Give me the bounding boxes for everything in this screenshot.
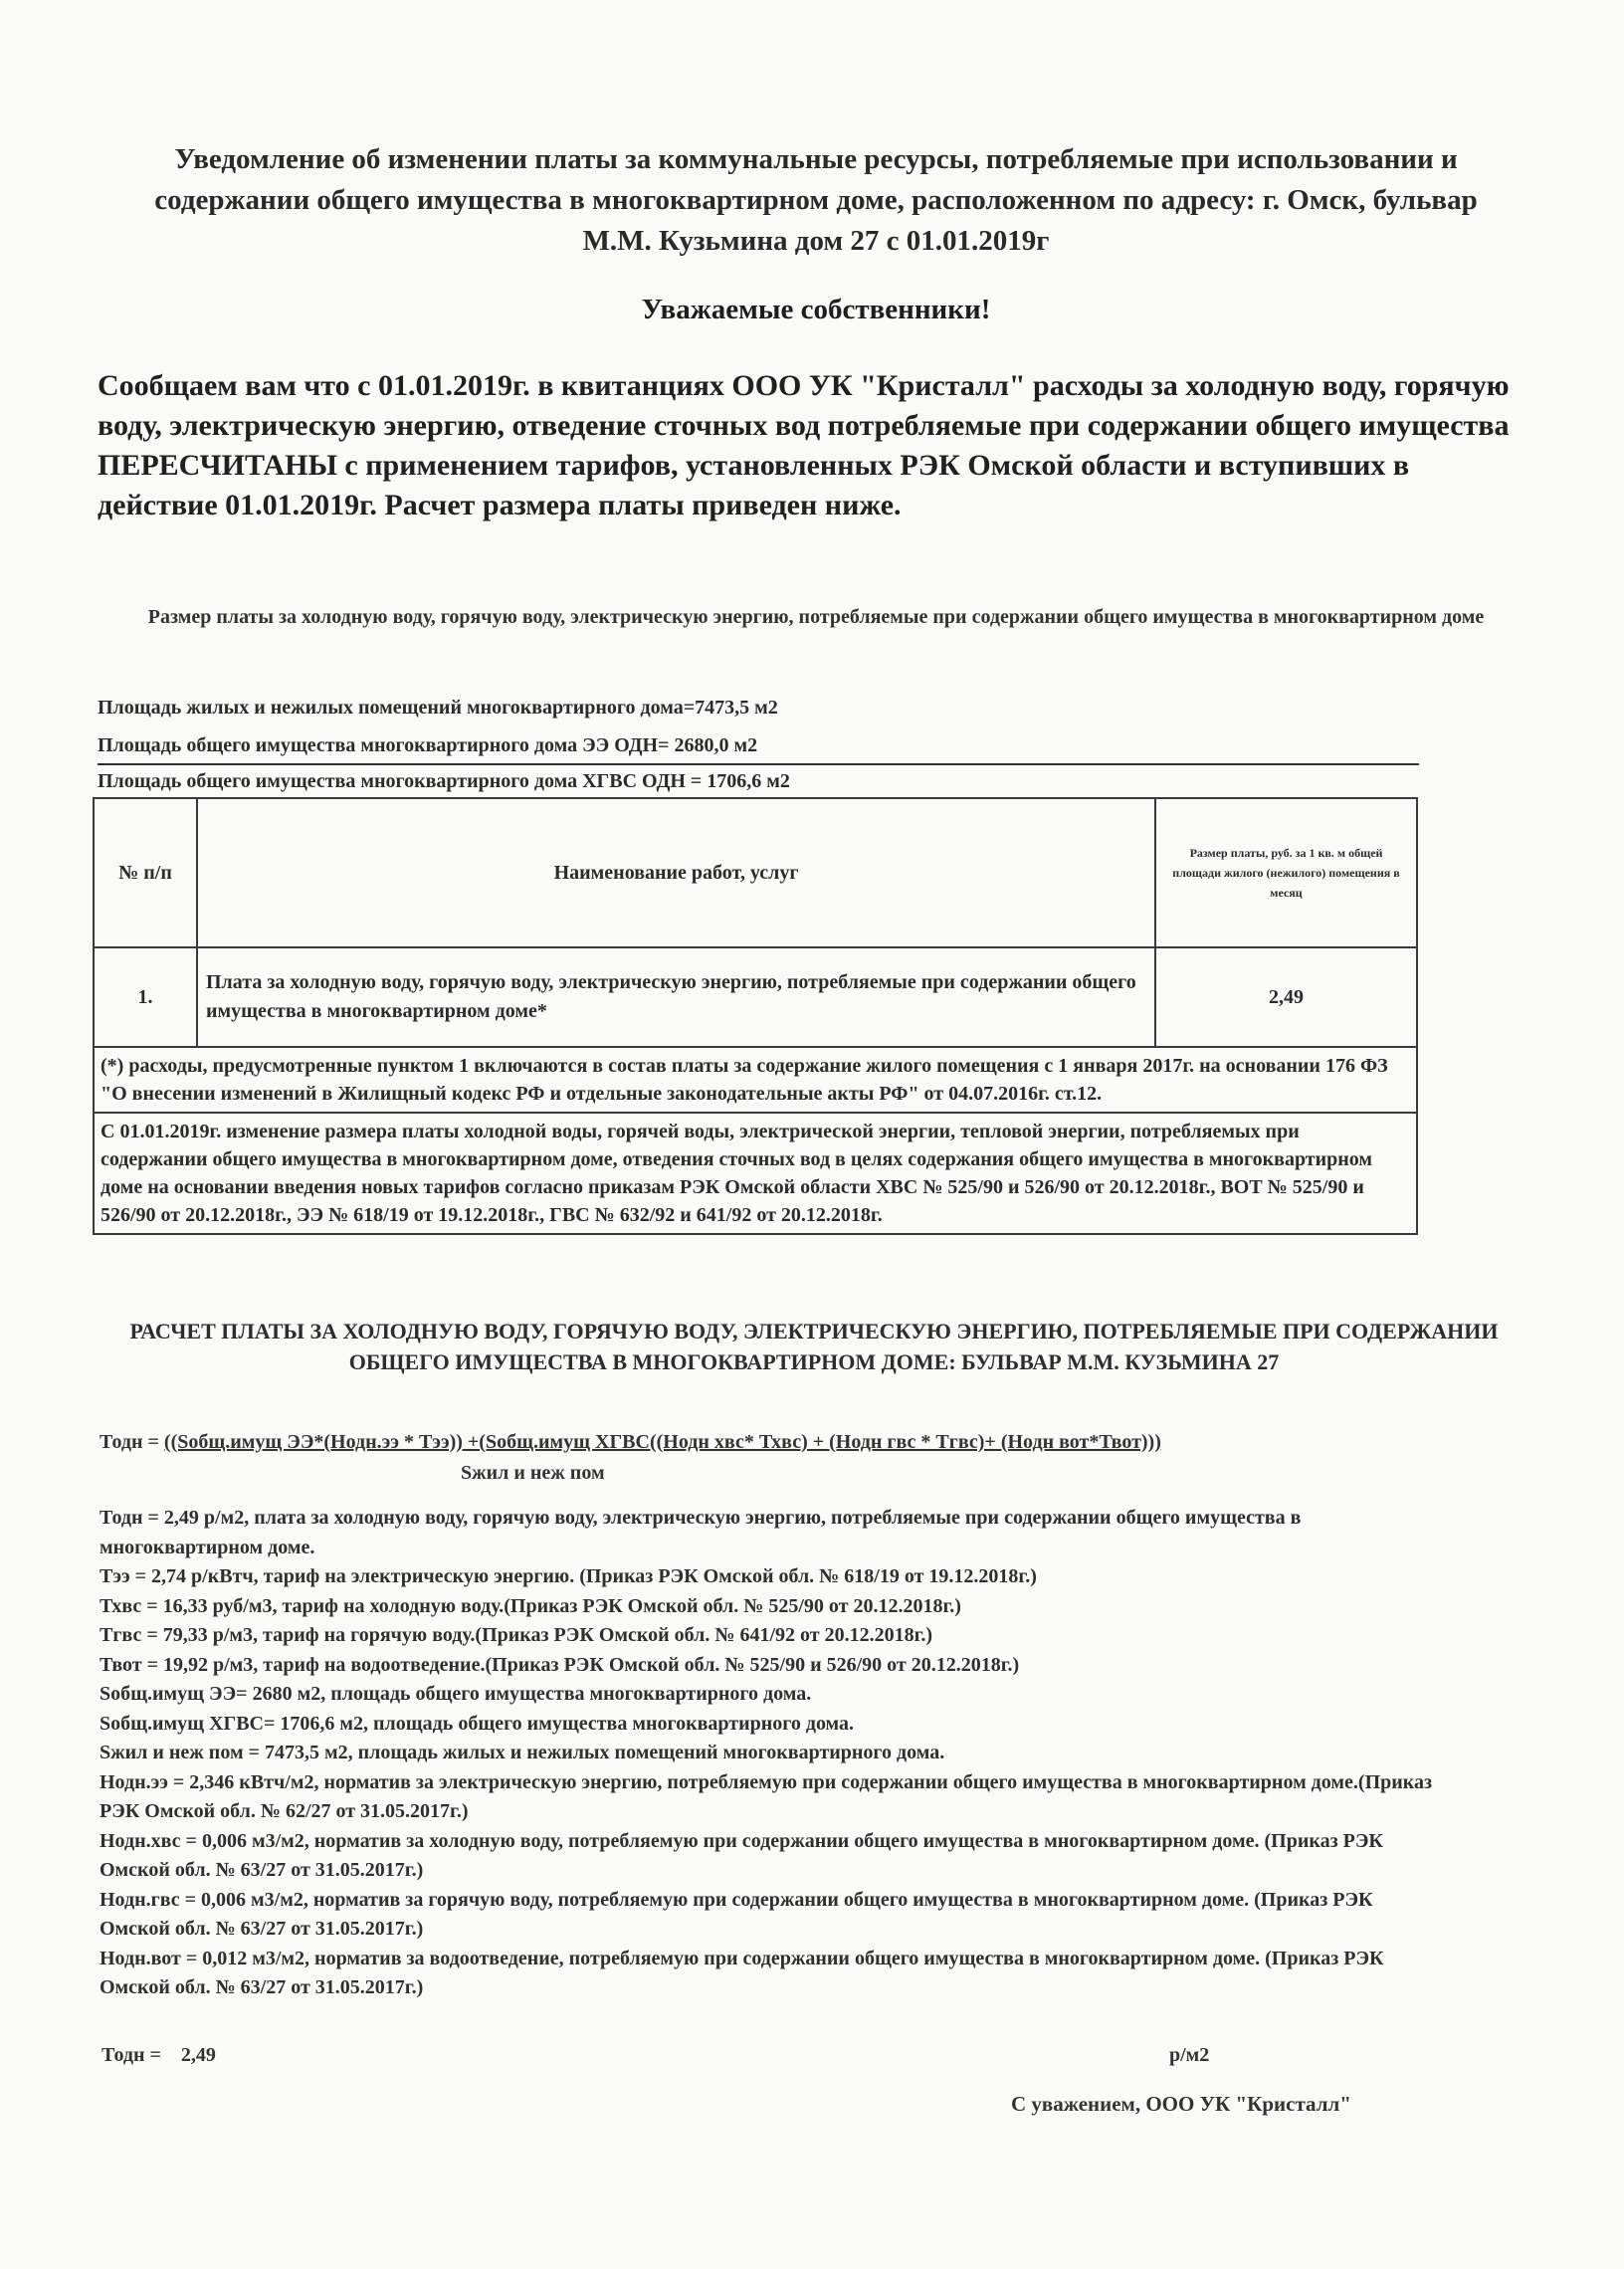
document-title: Уведомление об изменении платы за коммунальные ресурсы, потребляемые при использовании и содержании общего имущества в многоквартирном доме, расположенном по адресу: г. Омск, бульвар М.М. Кузьмина дом 27 с 01.01.2019г [154,143,1478,257]
header-num: № п/п [94,798,197,947]
greeting: Уважаемые собственники! [641,294,991,325]
formula-denominator: Sжил и неж пом [461,1462,605,1484]
row-price: 2,49 [1155,947,1417,1047]
definitions-list [100,1504,1433,2003]
tariff-change-note: С 01.01.2019г. изменение размера платы холодной воды, горячей воды, электрической энергии, тепловой энергии, потребляемых при содержании общего имущества в многоквартирном доме, отведения сточных вод в целях содержания общего имущества в многоквартирном доме на основании введения новых тарифов согласно приказам РЭК Омской области ХВС № 525/90 и 526/90 от 20.12.2018г., ВОТ № 525/90 и 526/90 от 20.12.2018г., ЭЭ № 618/19 от 19.12.2018г., ГВС № 632/92 и 641/92 от 20.12.2018г. [94,1113,1417,1234]
footnote: (*) расходы, предусмотренные пунктом 1 включаются в состав платы за содержание жилого помещения с 1 января 2017г. на основании 176 ФЗ "О внесении изменений в Жилищный кодекс РФ и отдельные законодательные акты РФ" от 04.07.2016г. ст.12. [94,1047,1417,1113]
intro-paragraph: Сообщаем вам что с 01.01.2019г. в квитанциях ООО УК "Кристалл" расходы за холодную воду, горячую воду, электрическую энергию, отведение сточных вод потребляемые при содержании общего имущества ПЕРЕСЧИТАНЫ с применением тарифов, установленных РЭК Омской области и вступивших в действие 01.01.2019г. Расчет размера платы приведен ниже. [98,369,1510,521]
formula-lhs: Тодн = [100,1431,164,1453]
section-subheading: Размер платы за холодную воду, горячую воду, электрическую энергию, потребляемые при содержании общего имущества в многоквартирном доме [147,606,1485,628]
formula-numerator: ((Sобщ.имущ ЭЭ*(Нодн.ээ * Тээ)) +(Sобщ.имущ ХГВС((Нодн хвс* Тхвс) + (Нодн гвс * Тгвс)+ (Нодн вот*Твот))) [163,1431,1161,1453]
note-row-2 [94,1113,1417,1234]
definition-item: Тхвс = 16,33 руб/м3, тариф на холодную воду.(Приказ РЭК Омской обл. № 525/90 от 20.12.2018г.) [100,1594,961,1617]
definition-item: Нодн.вот = 0,012 м3/м2, норматив за водоотведение, потребляемую при содержании общего имущества в многоквартирном доме. (Приказ РЭК Омской обл. № 63/27 от 31.05.2017г.) [100,1947,1384,1998]
definition-item: Нодн.гвс = 0,006 м3/м2, норматив за горячую воду, потребляемую при содержании общего имущества в многоквартирном доме. (Приказ РЭК Омской обл. № 63/27 от 31.05.2017г.) [100,1888,1373,1940]
definition-item: Нодн.хвс = 0,006 м3/м2, норматив за холодную воду, потребляемую при содержании общего имущества в многоквартирном доме. (Приказ РЭК Омской обл. № 63/27 от 31.05.2017г.) [100,1829,1383,1881]
definition-item: Sобщ.имущ ХГВС= 1706,6 м2, площадь общего имущества многоквартирного дома. [100,1712,855,1735]
calculation-title: РАСЧЕТ ПЛАТЫ ЗА ХОЛОДНУЮ ВОДУ, ГОРЯЧУЮ ВОДУ, ЭЛЕКТРИЧЕСКУЮ ЭНЕРГИЮ, ПОТРЕБЛЯЕМЫЕ ПРИ СОДЕРЖАНИИ ОБЩЕГО ИМУЩЕСТВА В МНОГОКВАРТИРНОМ ДОМЕ: БУЛЬВАР М.М. КУЗЬМИНА 27 [129,1319,1499,1374]
row-num: 1. [94,947,197,1047]
definition-item: Твот = 19,92 р/м3, тариф на водоотведение.(Приказ РЭК Омской обл. № 525/90 и 526/90 от 20.12.2018г.) [100,1653,1020,1676]
definition-item: Тодн = 2,49 р/м2, плата за холодную воду, горячую воду, электрическую энергию, потребляемые при содержании общего имущества в многоквартирном доме. [100,1507,1302,1558]
result-value: Тодн = 2,49 [102,2044,216,2066]
area-residential: Площадь жилых и нежилых помещений многоквартирного дома=7473,5 м2 [98,697,778,719]
row-name: Плата за холодную воду, горячую воду, электрическую энергию, потребляемые при содержании общего имущества в многоквартирном доме* [197,947,1155,1047]
result-unit: р/м2 [1169,2044,1210,2066]
signature: С уважением, ООО УК "Кристалл" [1011,2092,1351,2116]
header-price: Размер платы, руб. за 1 кв. м общей площади жилого (нежилого) помещения в месяц [1155,798,1417,947]
definition-item: Тгвс = 79,33 р/м3, тариф на горячую воду.(Приказ РЭК Омской обл. № 641/92 от 20.12.2018г.) [100,1624,933,1646]
area-common-water: Площадь общего имущества многоквартирного дома ХГВС ОДН = 1706,6 м2 [98,770,790,792]
area-common-electric: Площадь общего имущества многоквартирного дома ЭЭ ОДН= 2680,0 м2 [98,734,758,756]
definition-item: Sжил и неж пом = 7473,5 м2, площадь жилых и нежилых помещений многоквартирного дома. [100,1742,945,1763]
definition-item: Sобщ.имущ ЭЭ= 2680 м2, площадь общего имущества многоквартирного дома. [100,1683,812,1705]
header-name: Наименование работ, услуг [197,798,1155,947]
definition-item: Тээ = 2,74 р/кВтч, тариф на электрическую энергию. (Приказ РЭК Омской обл. № 618/19 от 19.12.2018г.) [100,1565,1037,1587]
divider-line [98,763,1419,765]
fee-table [93,797,1418,1235]
formula [100,1431,1161,1454]
table-header-row [94,798,1417,947]
note-row-1 [94,1047,1417,1113]
table-row [94,947,1417,1047]
definition-item: Нодн.ээ = 2,346 кВтч/м2, норматив за электрическую энергию, потребляемую при содержании общего имущества в многоквартирном доме.(Приказ РЭК Омской обл. № 62/27 от 31.05.2017г.) [100,1770,1433,1822]
